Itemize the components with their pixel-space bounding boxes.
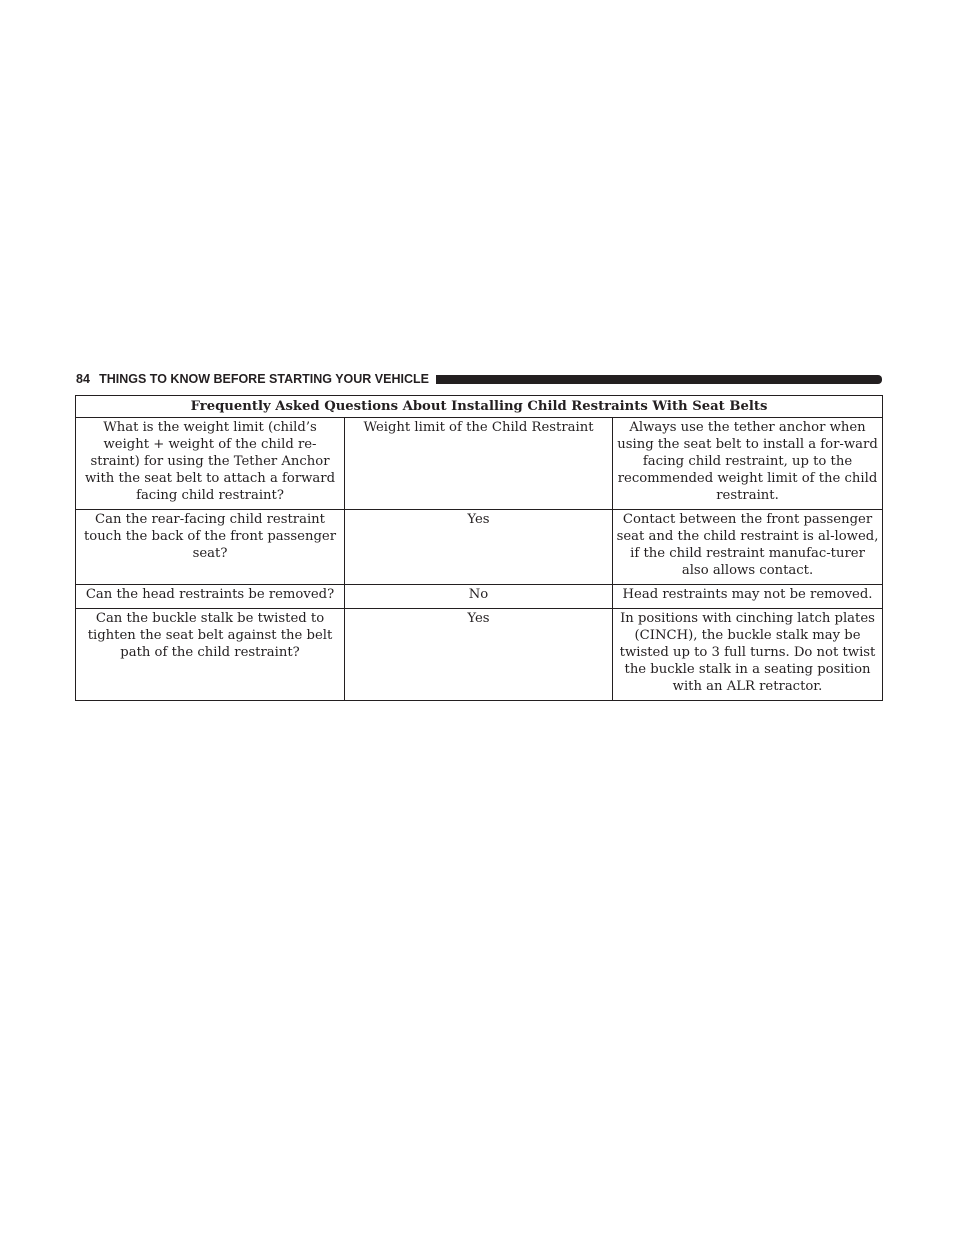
answer-cell: No (345, 585, 613, 609)
header-rule (436, 375, 882, 384)
note-cell: Contact between the front passenger seat and the child restraint is al-lowed, if the child restraint manufac-turer also allows contact. (613, 510, 883, 585)
table-row (76, 609, 883, 701)
note-cell: Always use the tether anchor when using the seat belt to install a for-ward facing child restraint, up to the recommended weight limit of the child restraint. (613, 418, 883, 510)
page-header (76, 371, 882, 387)
note-cell: In positions with cinching latch plates (CINCH), the buckle stalk may be twisted up to 3 full turns. Do not twist the buckle stalk in a seating position with an ALR retractor. (613, 609, 883, 701)
answer-cell: Yes (345, 609, 613, 701)
faq-table (75, 395, 883, 701)
table-row (76, 418, 883, 510)
question-cell: Can the head restraints be removed? (76, 585, 345, 609)
table-title: Frequently Asked Questions About Installing Child Restraints With Seat Belts (76, 396, 883, 418)
table-title-row (76, 396, 883, 418)
page-number: 84 (76, 372, 91, 386)
table-row (76, 585, 883, 609)
question-cell: What is the weight limit (child’s weight + weight of the child re-straint) for using the Tether Anchor with the seat belt to attach a forward facing child restraint? (76, 418, 345, 510)
answer-cell: Yes (345, 510, 613, 585)
table-row (76, 510, 883, 585)
question-cell: Can the rear-facing child restraint touch the back of the front passenger seat? (76, 510, 345, 585)
question-cell: Can the buckle stalk be twisted to tighten the seat belt against the belt path of the child restraint? (76, 609, 345, 701)
answer-cell: Weight limit of the Child Restraint (345, 418, 613, 510)
note-cell: Head restraints may not be removed. (613, 585, 883, 609)
section-title: THINGS TO KNOW BEFORE STARTING YOUR VEHICLE (99, 372, 429, 386)
